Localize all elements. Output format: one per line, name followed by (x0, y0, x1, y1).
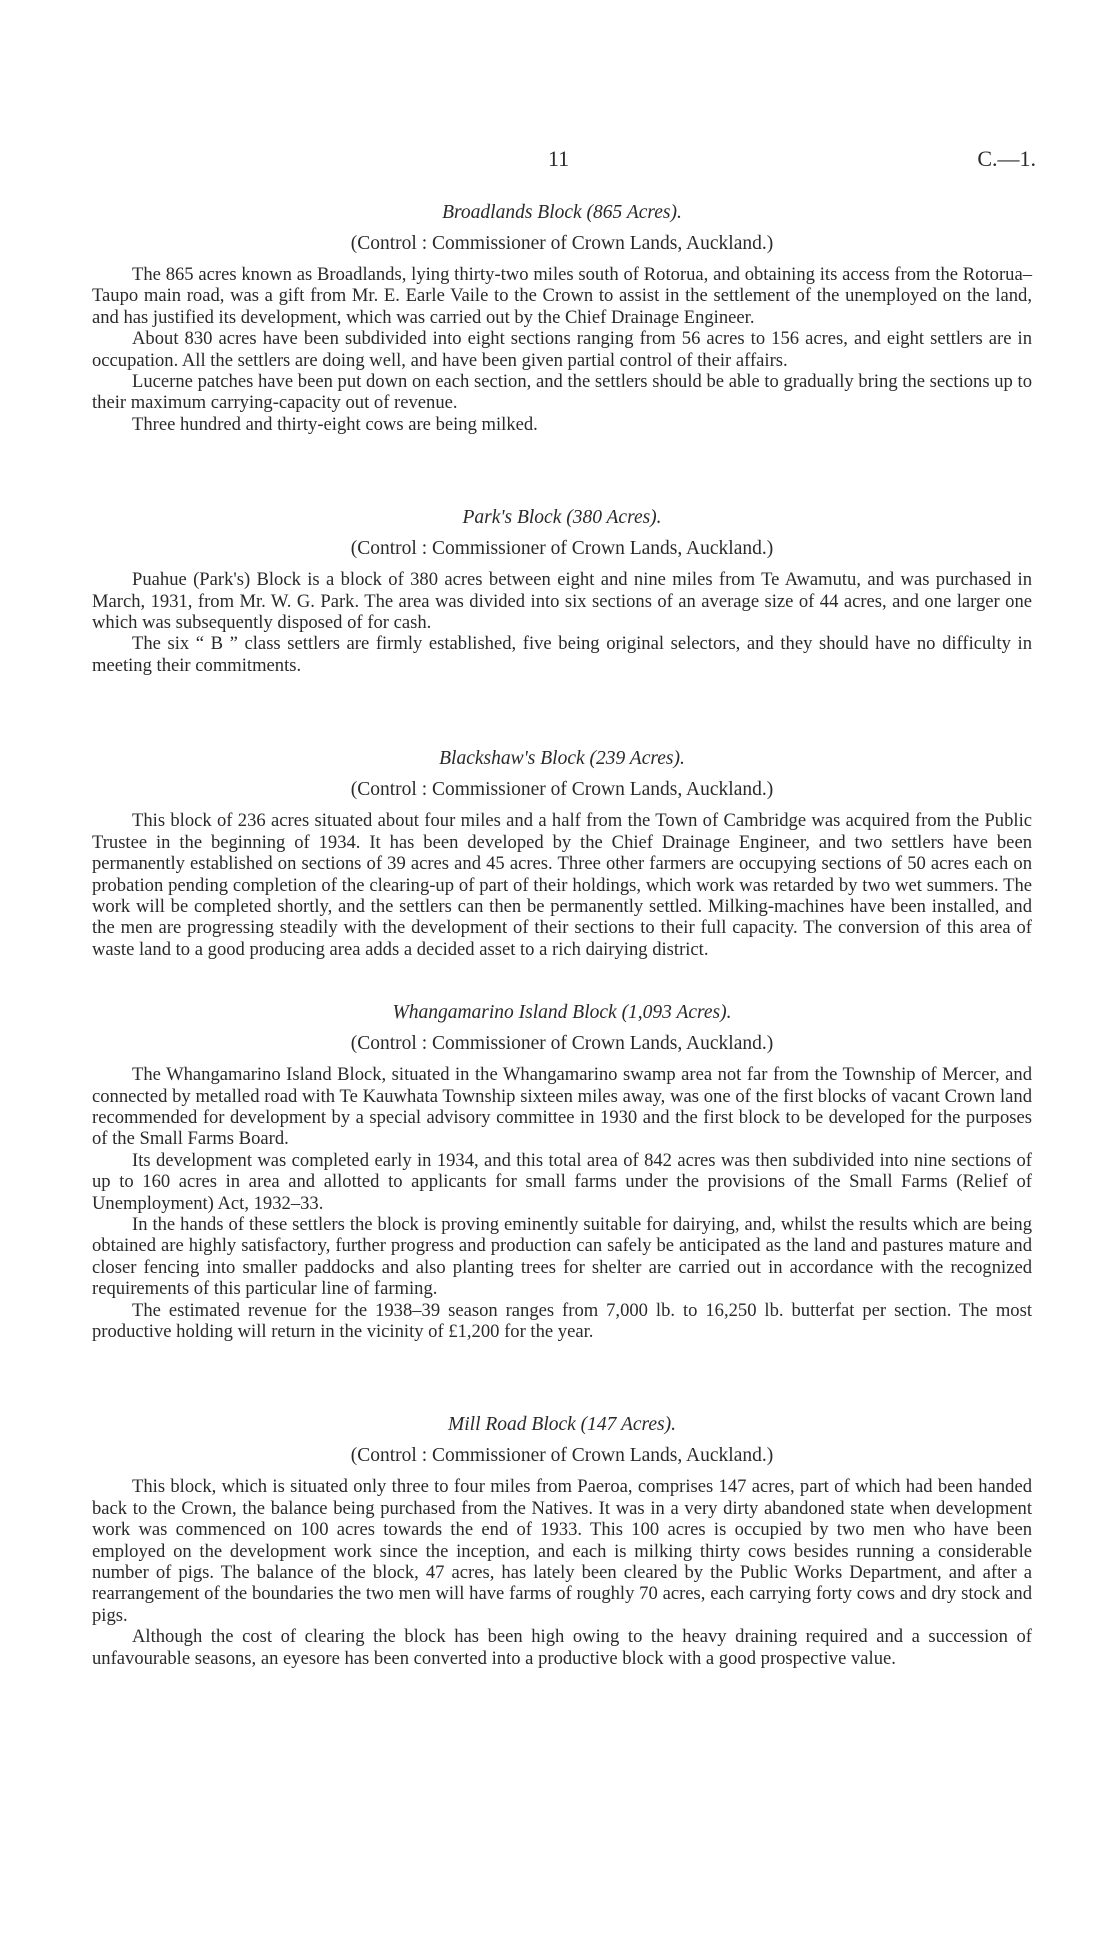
section-parks-block (92, 505, 1032, 676)
section-broadlands-block (92, 200, 1032, 435)
section-title: Broadlands Block (865 Acres). (442, 202, 682, 223)
section-control-note: (Control : Commissioner of Crown Lands, Auckland.) (350, 233, 774, 254)
paragraph: The estimated revenue for the 1938–39 season ranges from 7,000 lb. to 16,250 lb. butterfat per section. The most productive holding will return in the vicinity of £1,200 for the year. (92, 1299, 1032, 1342)
section-whangamarino-island-block (92, 1000, 1032, 1342)
paragraph: The 865 acres known as Broadlands, lying thirty-two miles south of Rotorua, and obtaining its access from the Rotorua–Taupo main road, was a gift from Mr. E. Earle Vaile to the Crown to assist in the settlement of the unemployed on the land, and has justified its development, which was carried out by the Chief Drainage Engineer. (92, 264, 1032, 328)
paragraph: This block, which is situated only three to four miles from Paeroa, comprises 147 acres, part of which had been handed back to the Crown, the balance being purchased from the Natives. It was in a very dirty abandoned state when development work was commenced on 100 acres towards the end of 1933. This 100 acres is occupied by two men who have been employed on the development work since the inception, and each is milking thirty cows besides running a considerable number of pigs. The balance of the block, 47 acres, has lately been cleared by the Public Works Department, and after a rearrangement of the boundaries the two men will have farms of roughly 70 acres, each carrying forty cows and dry stock and pigs. (92, 1476, 1032, 1626)
section-control-note: (Control : Commissioner of Crown Lands, Auckland.) (350, 1445, 774, 1467)
section-mill-road-block (92, 1412, 1032, 1669)
section-control-note: (Control : Commissioner of Crown Lands, Auckland.) (350, 779, 774, 801)
paragraph: About 830 acres have been subdivided into eight sections ranging from 56 acres to 156 acres, and eight settlers are in occupation. All the settlers are doing well, and have been given partial control of their affairs. (92, 328, 1032, 371)
section-title: Park's Block (380 Acres). (462, 507, 662, 529)
section-title: Mill Road Block (147 Acres). (448, 1414, 676, 1436)
paragraph: Although the cost of clearing the block has been high owing to the heavy draining required and a succession of unfavourable seasons, an eyesore has been converted into a productive block with a good prospective value. (92, 1626, 1032, 1669)
page-header (0, 146, 1114, 176)
paragraph: Its development was completed early in 1934, and this total area of 842 acres was then subdivided into nine sections of up to 160 acres in area and allotted to applicants for small farms under the provisions of the Small Farms (Relief of Unemployment) Act, 1932–33. (92, 1149, 1032, 1214)
page-number: 11 (548, 146, 570, 171)
paragraph: Three hundred and thirty-eight cows are being milked. (132, 413, 538, 435)
paragraph: In the hands of these settlers the block is proving eminently suitable for dairying, and, whilst the results which are being obtained are highly satisfactory, further progress and production can safely be anticipated as the land and pastures mature and closer fencing into smaller paddocks and also planting trees for shelter are carried out in accordance with the recognized requirements of this particular line of farming. (92, 1213, 1032, 1300)
section-control-note: (Control : Commissioner of Crown Lands, Auckland.) (350, 538, 774, 560)
section-blackshaws-block (92, 746, 1032, 960)
page-body (92, 200, 1032, 1669)
paragraph: Lucerne patches have been put down on each section, and the settlers should be able to gradually bring the sections up to their maximum carrying-capacity out of revenue. (92, 371, 1032, 414)
section-control-note: (Control : Commissioner of Crown Lands, Auckland.) (350, 1033, 774, 1055)
document-reference: C.—1. (977, 146, 1036, 171)
paragraph: The six “ B ” class settlers are firmly established, five being original selectors, and they should have no difficulty in meeting their commitments. (92, 633, 1032, 676)
section-title: Whangamarino Island Block (1,093 Acres). (392, 1002, 732, 1024)
paragraph: Puahue (Park's) Block is a block of 380 acres between eight and nine miles from Te Awamutu, and was purchased in March, 1931, from Mr. W. G. Park. The area was divided into six sections of an average size of 44 acres, and one larger one which was subsequently disposed of for cash. (92, 569, 1032, 634)
paragraph: The Whangamarino Island Block, situated in the Whangamarino swamp area not far from the Township of Mercer, and connected by metalled road with Te Kauwhata Township sixteen miles away, was one of the first blocks of vacant Crown land recommended for development by a special advisory committee in 1930 and the first block to be developed for the purposes of the Small Farms Board. (92, 1064, 1032, 1150)
section-title: Blackshaw's Block (239 Acres). (439, 748, 685, 770)
paragraph: This block of 236 acres situated about four miles and a half from the Town of Cambridge was acquired from the Public Trustee in the beginning of 1934. It has been developed by the Chief Drainage Engineer, and two settlers have been permanently established on sections of 39 acres and 45 acres. Three other farmers are occupying sections of 50 acres each on probation pending completion of the clearing-up of part of their holdings, which work was retarded by two wet summers. The work will be completed shortly, and the settlers can then be permanently settled. Milking-machines have been installed, and the men are progressing steadily with the development of their sections to their full capacity. The conversion of this area of waste land to a good producing area adds a decided asset to a rich dairying district. (92, 810, 1032, 960)
